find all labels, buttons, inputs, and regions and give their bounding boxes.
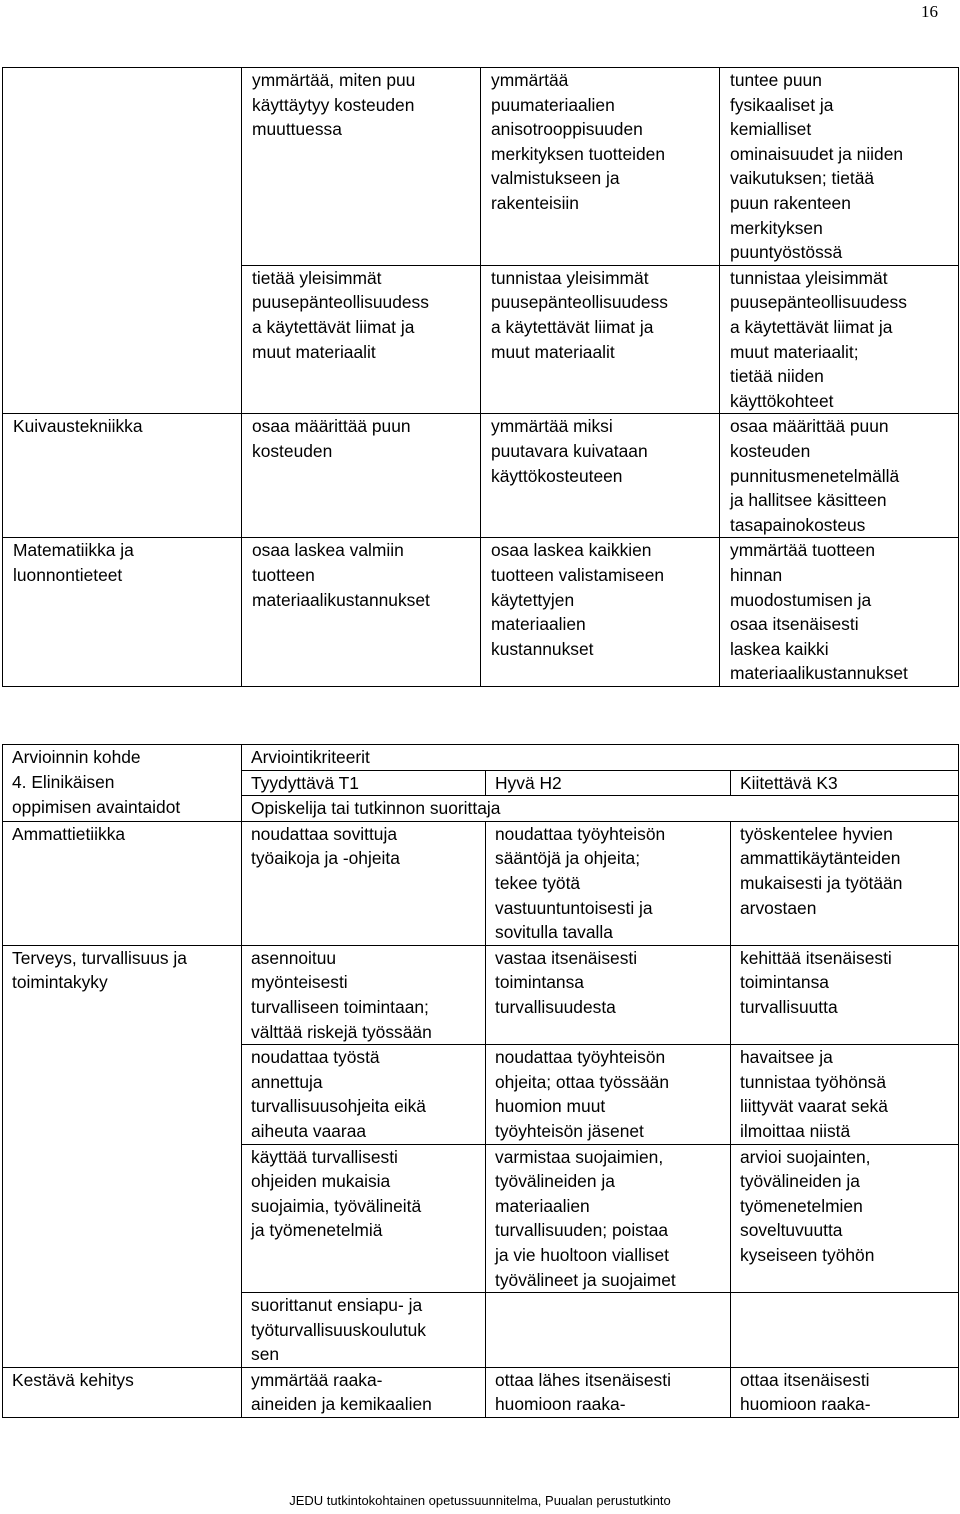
table-cell: Kuivaustekniikka bbox=[3, 414, 242, 538]
table-row bbox=[3, 945, 959, 1044]
table-cell: osaa määrittää puun kosteuden punnitusmenetelmällä ja hallitsee käsitteen tasapainokosteus bbox=[720, 414, 959, 538]
table-cell: Terveys, turvallisuus ja toimintakyky bbox=[3, 945, 242, 1044]
table-cell: työskentelee hyvien ammattikäytänteiden mukaisesti ja työtään arvostaen bbox=[731, 821, 959, 945]
table-cell bbox=[3, 265, 242, 414]
table-row bbox=[3, 265, 959, 414]
table-cell: havaitsee ja tunnistaa työhönsä liittyvät vaarat sekä ilmoittaa niistä bbox=[731, 1045, 959, 1144]
table-cell: kehittää itsenäisesti toimintansa turvallisuutta bbox=[731, 945, 959, 1044]
table-cell: ymmärtää miksi puutavara kuivataan käyttökosteuteen bbox=[481, 414, 720, 538]
table-cell bbox=[731, 1293, 959, 1368]
level-header-k3: Kiitettävä K3 bbox=[731, 770, 959, 796]
table-cell: ymmärtää tuotteen hinnan muodostumisen ja osaa itsenäisesti laskea kaikki materiaalikustannukset bbox=[720, 538, 959, 687]
table-cell: ottaa itsenäisesti huomioon raaka- bbox=[731, 1367, 959, 1417]
level-header-h2: Hyvä H2 bbox=[486, 770, 731, 796]
table-cell: Kestävä kehitys bbox=[3, 1367, 242, 1417]
table-row bbox=[3, 1144, 959, 1293]
page-number: 16 bbox=[921, 2, 938, 21]
criteria-header: Arviointikriteerit bbox=[242, 745, 959, 771]
table-cell: tunnistaa yleisimmät puusepänteollisuudess a käytettävät liimat ja muut materiaalit bbox=[481, 265, 720, 414]
table-row bbox=[3, 821, 959, 945]
table-row bbox=[3, 1367, 959, 1417]
table-cell bbox=[3, 68, 242, 266]
table-cell: osaa laskea valmiin tuotteen materiaalikustannukset bbox=[242, 538, 481, 687]
table-cell: Matematiikka ja luonnontieteet bbox=[3, 538, 242, 687]
table-row bbox=[3, 68, 959, 266]
table-cell bbox=[486, 1293, 731, 1368]
table-cell: noudattaa työstä annettuja turvallisuusohjeita eikä aiheuta vaaraa bbox=[242, 1045, 486, 1144]
level-header-t1: Tyydyttävä T1 bbox=[242, 770, 486, 796]
table-cell: suorittanut ensiapu- ja työturvallisuuskoulutuk sen bbox=[242, 1293, 486, 1368]
table-row bbox=[3, 414, 959, 538]
table-header-row bbox=[3, 770, 959, 796]
table-row bbox=[3, 1045, 959, 1144]
table-cell bbox=[3, 1045, 242, 1144]
assessment-target-header: Arvioinnin kohde bbox=[3, 745, 242, 771]
table-header-row bbox=[3, 745, 959, 771]
table-cell: Ammattietiikka bbox=[3, 821, 242, 945]
table-cell: tunnistaa yleisimmät puusepänteollisuudess a käytettävät liimat ja muut materiaalit; tietää niiden käyttökohteet bbox=[720, 265, 959, 414]
table-cell: noudattaa työyhteisön sääntöjä ja ohjeita; tekee työtä vastuuntuntoisesti ja sovitulla tavalla bbox=[486, 821, 731, 945]
subject-header: Opiskelija tai tutkinnon suorittaja bbox=[242, 796, 959, 822]
table-cell: osaa laskea kaikkien tuotteen valistamiseen käytettyjen materiaalien kustannukset bbox=[481, 538, 720, 687]
section-title: 4. Elinikäisen oppimisen avaintaidot bbox=[3, 770, 242, 821]
table-cell: noudattaa sovittuja työaikoja ja -ohjeita bbox=[242, 821, 486, 945]
table-cell: varmistaa suojaimien, työvälineiden ja materiaalien turvallisuuden; poistaa ja vie huoltoon vialliset työvälineet ja suojaimet bbox=[486, 1144, 731, 1293]
table-row bbox=[3, 538, 959, 687]
table-cell bbox=[3, 1293, 242, 1368]
table-cell: noudattaa työyhteisön ohjeita; ottaa työssään huomion muut työyhteisön jäsenet bbox=[486, 1045, 731, 1144]
table-row bbox=[3, 1293, 959, 1368]
assessment-table-key-competences bbox=[2, 744, 959, 1418]
table-cell: käyttää turvallisesti ohjeiden mukaisia suojaimia, työvälineitä ja työmenetelmiä bbox=[242, 1144, 486, 1293]
table-cell: vastaa itsenäisesti toimintansa turvallisuudesta bbox=[486, 945, 731, 1044]
table-cell: asennoituu myönteisesti turvalliseen toimintaan; välttää riskejä työssään bbox=[242, 945, 486, 1044]
assessment-table-continued bbox=[2, 67, 959, 687]
page-footer: JEDU tutkintokohtainen opetussuunnitelma, Puualan perustutkinto bbox=[289, 1493, 671, 1508]
table-cell: ymmärtää, miten puu käyttäytyy kosteuden muuttuessa bbox=[242, 68, 481, 266]
table-cell: osaa määrittää puun kosteuden bbox=[242, 414, 481, 538]
table-cell: tuntee puun fysikaaliset ja kemialliset ominaisuudet ja niiden vaikutuksen; tietää puun rakenteen merkityksen puuntyöstössä bbox=[720, 68, 959, 266]
table-cell bbox=[3, 1144, 242, 1293]
table-cell: tietää yleisimmät puusepänteollisuudess a käytettävät liimat ja muut materiaalit bbox=[242, 265, 481, 414]
table-cell: ottaa lähes itsenäisesti huomioon raaka- bbox=[486, 1367, 731, 1417]
table-cell: ymmärtää raaka- aineiden ja kemikaalien bbox=[242, 1367, 486, 1417]
table-cell: ymmärtää puumateriaalien anisotrooppisuuden merkityksen tuotteiden valmistukseen ja rakenteisiin bbox=[481, 68, 720, 266]
table-cell: arvioi suojainten, työvälineiden ja työmenetelmien soveltuvuutta kyseiseen työhön bbox=[731, 1144, 959, 1293]
